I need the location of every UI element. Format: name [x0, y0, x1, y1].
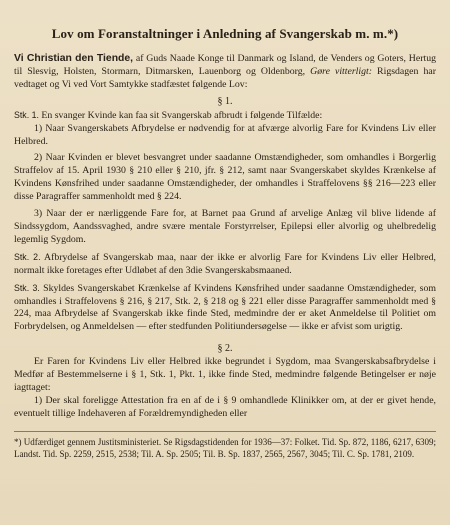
- s1-item-2: 2) Naar Kvinden er blevet besvangret under saadanne Omstændigheder, som omhandles i Borgerlig Straffelov af 15. April 1930 § 210 eller § 210, jfr. § 212, samt naar Svangerskabet skyldes Krænkelse af Kvindens Kønsfrihed under saadanne Omstændigheder, der omhandles i Straffelovens §§ 216—223 eller disse Paragraffer sammenholdt med § 224.: [14, 152, 436, 203]
- s2-text: Er Faren for Kvindens Liv eller Helbred ikke begrundet i Sygdom, maa Svangerskabsafbrydelse i Medfør af Bestemmelserne i § 1, Stk. 1, Pkt. 1, ikke finde Sted, medmindre følgende Betingelser er nøje iagttaget:: [14, 356, 436, 394]
- s1-stk1: [14, 109, 436, 123]
- s1-stk2-text: Afbrydelse af Svangerskab maa, naar der ikke er alvorlig Fare for Kvindens Liv eller Helbred, normalt ikke foretages efter Udløbet af den 3die Svangerskabsmaaned.: [14, 251, 436, 276]
- s1-stk2: [14, 251, 436, 278]
- s1-stk3-text: Skyldes Svangerskabet Krænkelse af Kvindens Kønsfrihed under saadanne Omstændigheder, som omhandles i Straffelovens § 216, § 217, Stk. 2, § 218 og § 221 eller disse Paragraffer sammenholdt med § 224, maa Afbrydelse af Svangerskab ikke finde Sted, medmindre der er aket Anmeldelse til Politiet om Forbrydelsen, og Anmeldelsen — efter stedfunden Politiundersøgelse — ikke er afvist som urigtig.: [14, 282, 436, 333]
- s1-item-3: 3) Naar der er nærliggende Fare for, at Barnet paa Grund af arvelige Anlæg vil blive lidende af Sindssygdom, Aandssvaghed, andre svære mentale Forstyrrelser, Epilepsi eller alvorlig og uhelbredelig legemlig Sygdom.: [14, 208, 436, 245]
- s1-stk3-label: Stk. 3.: [14, 282, 40, 293]
- preamble-gore: Gøre vitterligt:: [310, 65, 372, 77]
- s1-stk1-text: En svanger Kvinde kan faa sit Svangerskab afbrudt i følgende Tilfælde:: [38, 109, 323, 121]
- king-name: Vi Christian den Tiende,: [14, 53, 134, 64]
- section-1-heading: § 1.: [217, 95, 233, 107]
- preamble-text-2: Rigsdagen har vedtaget og Vi ved Vort Samtykke stadfæstet følgende Lov:: [14, 65, 436, 90]
- footnote-divider: [14, 431, 436, 432]
- footnote: *) Udfærdiget gennem Justitsministeriet. Se Rigsdagstidenden for 1936—37: Folket. Tid. Sp. 872, 1186, 6217, 6309; Landst. Tid. Sp. 2259, 2515, 2538; Til. A. Sp. 2505; Til. B. Sp. 1837, 2565, 2567, 3045; Til. C. Sp. 1781, 2109.: [14, 436, 436, 459]
- preamble: [14, 53, 436, 92]
- s2-item-1: 1) Der skal foreligge Attestation fra en af de i § 9 omhandlede Klinikker om, at der er givet hende, eventuelt tillige Indehaveren af Forældremyndigheden eller: [14, 394, 436, 419]
- s1-stk2-label: Stk. 2.: [14, 251, 41, 262]
- s1-item-1: 1) Naar Svangerskabets Afbrydelse er nødvendig for at afværge alvorlig Fare for Kvindens Liv eller Helbred.: [14, 122, 436, 147]
- law-title: Lov om Foranstaltninger i Anledning af Svangerskab m. m.*): [51, 26, 399, 41]
- preamble-text-1: af Guds Naade Konge til Danmark og Island, de Venders og Goters, Hertug til Slesvig, Holsten, Stormarn, Ditmarsken, Lauenborg og Oldenborg,: [14, 53, 436, 77]
- section-2-heading: § 2.: [217, 343, 233, 355]
- s1-stk3: [14, 282, 436, 335]
- s1-stk1-label: Stk. 1.: [14, 109, 39, 120]
